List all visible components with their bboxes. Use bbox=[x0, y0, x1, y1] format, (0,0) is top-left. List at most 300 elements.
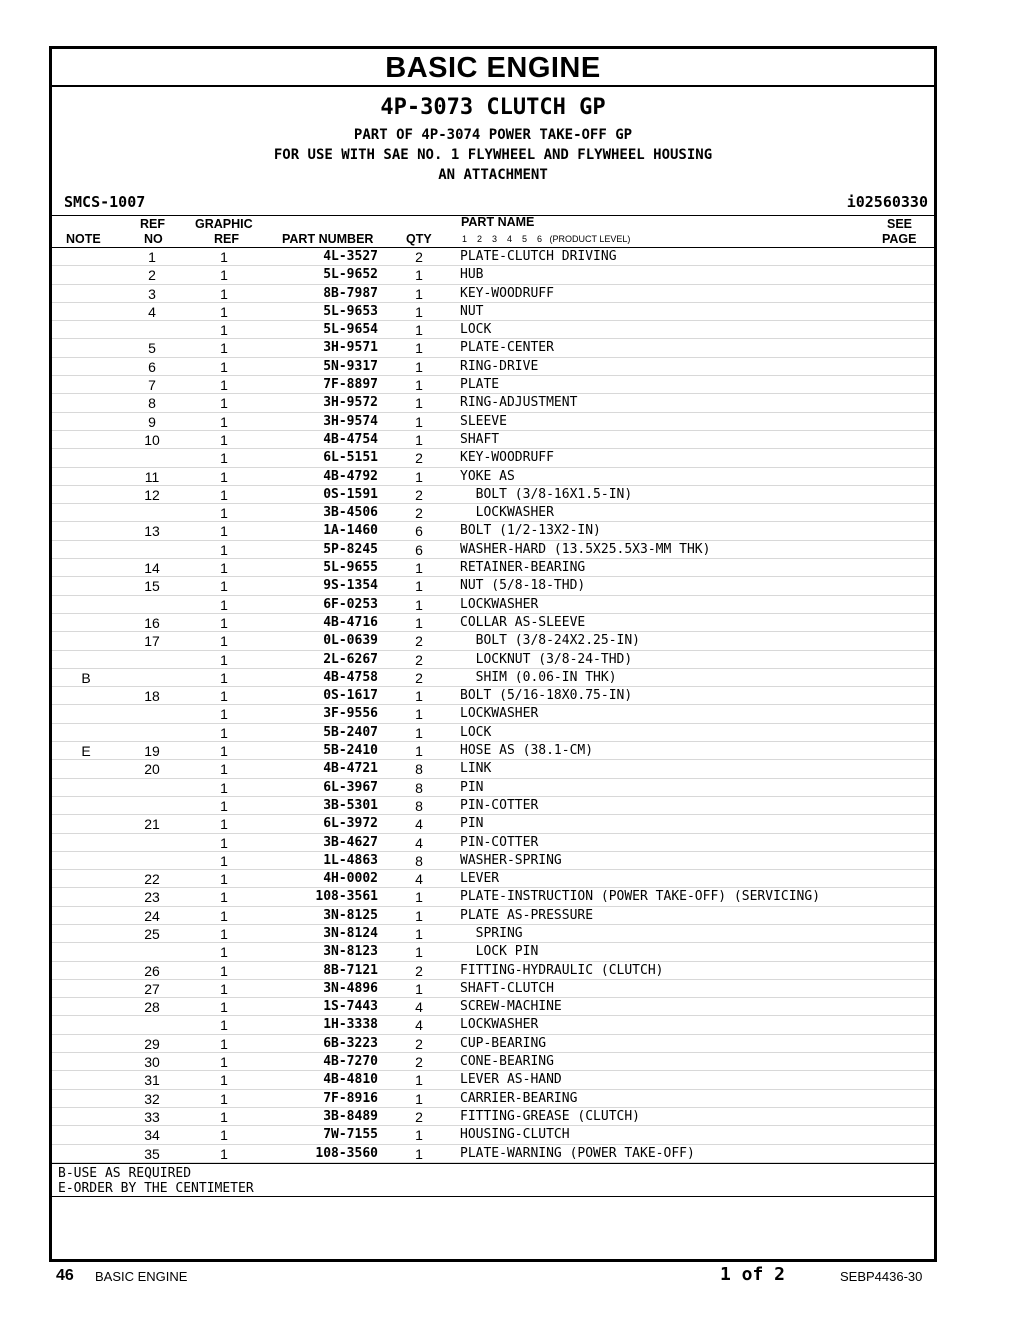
row-part-number: 7F-8897 bbox=[323, 377, 378, 393]
row-part-number: 1A-1460 bbox=[323, 523, 378, 539]
row-qty: 2 bbox=[415, 450, 423, 467]
row-graphic-ref: 1 bbox=[220, 395, 228, 412]
illustration-id: i02560330 bbox=[846, 193, 928, 211]
note-b: B-USE AS REQUIRED bbox=[58, 1165, 192, 1181]
row-qty: 4 bbox=[415, 1017, 423, 1034]
row-ref-no: 9 bbox=[148, 413, 156, 430]
row-graphic-ref: 1 bbox=[220, 816, 228, 833]
row-part-number: 8B-7121 bbox=[323, 962, 378, 978]
table-row bbox=[52, 577, 934, 595]
row-graphic-ref: 1 bbox=[220, 1072, 228, 1089]
table-row bbox=[52, 376, 934, 394]
row-graphic-ref: 1 bbox=[220, 688, 228, 705]
table-row bbox=[52, 1016, 934, 1034]
row-qty: 6 bbox=[415, 523, 423, 540]
table-row bbox=[52, 632, 934, 650]
page-number: 46 bbox=[56, 1267, 74, 1284]
row-graphic-ref: 1 bbox=[220, 651, 228, 668]
row-graphic-ref: 1 bbox=[220, 322, 228, 339]
row-graphic-ref: 1 bbox=[220, 431, 228, 448]
note-e: E-ORDER BY THE CENTIMETER bbox=[58, 1180, 254, 1196]
row-graphic-ref: 1 bbox=[220, 596, 228, 613]
row-qty: 1 bbox=[415, 889, 423, 906]
row-part-name: PLATE-CLUTCH DRIVING bbox=[460, 249, 617, 264]
row-graphic-ref: 1 bbox=[220, 1145, 228, 1162]
table-row bbox=[52, 468, 934, 486]
row-ref-no: 16 bbox=[144, 614, 160, 631]
row-part-number: 5P-8245 bbox=[323, 541, 378, 557]
row-graphic-ref: 1 bbox=[220, 962, 228, 979]
row-part-number: 4B-4810 bbox=[323, 1072, 378, 1088]
row-graphic-ref: 1 bbox=[220, 249, 228, 265]
row-part-name: PLATE-INSTRUCTION (POWER TAKE-OFF) (SERVICING) bbox=[460, 889, 821, 905]
table-row bbox=[52, 431, 934, 449]
row-part-name: BOLT (3/8-24X2.25-IN) bbox=[460, 633, 641, 649]
row-part-name: LOCKNUT (3/8-24-THD) bbox=[460, 651, 633, 667]
row-graphic-ref: 1 bbox=[220, 871, 228, 888]
row-graphic-ref: 1 bbox=[220, 743, 228, 760]
row-note: E bbox=[81, 743, 91, 760]
table-row bbox=[52, 651, 934, 669]
row-part-number: 6L-5151 bbox=[323, 450, 378, 466]
table-row bbox=[52, 1145, 934, 1163]
row-part-number: 3N-8124 bbox=[323, 925, 378, 941]
row-part-number: 3H-9571 bbox=[323, 340, 378, 356]
row-ref-no: 11 bbox=[144, 468, 160, 485]
row-part-name: CONE-BEARING bbox=[460, 1054, 554, 1070]
row-ref-no: 12 bbox=[144, 486, 160, 503]
row-part-number: 4B-4758 bbox=[323, 669, 378, 685]
row-qty: 1 bbox=[415, 706, 423, 723]
row-qty: 8 bbox=[415, 779, 423, 796]
table-row bbox=[52, 504, 934, 522]
col-note: NOTE bbox=[66, 232, 101, 246]
col-product-levels: 1 2 3 4 5 6 (PRODUCT LEVEL) bbox=[462, 234, 631, 244]
row-graphic-ref: 1 bbox=[220, 944, 228, 961]
row-qty: 1 bbox=[415, 285, 423, 302]
row-part-name: CARRIER-BEARING bbox=[460, 1090, 578, 1106]
row-part-number: 6F-0253 bbox=[323, 596, 378, 612]
row-graphic-ref: 1 bbox=[220, 852, 228, 869]
row-part-name: LINK bbox=[460, 761, 492, 777]
table-row bbox=[52, 339, 934, 357]
group-title: 4P-3073 CLUTCH GP bbox=[380, 95, 606, 120]
row-part-number: 108-3561 bbox=[315, 889, 378, 905]
group-subtitle-part-of: PART OF 4P-3074 POWER TAKE-OFF GP bbox=[353, 127, 633, 143]
row-ref-no: 25 bbox=[144, 925, 160, 942]
row-graphic-ref: 1 bbox=[220, 450, 228, 467]
row-graphic-ref: 1 bbox=[220, 267, 228, 284]
row-graphic-ref: 1 bbox=[220, 1054, 228, 1071]
col-graphic-top: GRAPHIC bbox=[195, 217, 253, 231]
table-row bbox=[52, 760, 934, 778]
row-part-name: YOKE AS bbox=[460, 468, 515, 484]
row-part-number: 0S-1617 bbox=[323, 688, 378, 704]
row-part-number: 4B-4754 bbox=[323, 431, 378, 447]
row-graphic-ref: 1 bbox=[220, 907, 228, 924]
table-row bbox=[52, 358, 934, 376]
row-part-number: 8B-7987 bbox=[323, 285, 378, 301]
col-see-bottom: PAGE bbox=[882, 232, 917, 246]
row-graphic-ref: 1 bbox=[220, 761, 228, 778]
row-part-name: PIN bbox=[460, 816, 484, 832]
row-part-number: 4B-4792 bbox=[323, 468, 378, 484]
row-part-name: LOCKWASHER bbox=[460, 596, 539, 612]
row-part-name: WASHER-HARD (13.5X25.5X3-MM THK) bbox=[460, 541, 711, 557]
table-row bbox=[52, 285, 934, 303]
row-part-number: 6L-3967 bbox=[323, 779, 378, 795]
row-graphic-ref: 1 bbox=[220, 340, 228, 357]
row-part-number: 3H-9572 bbox=[323, 395, 378, 411]
row-part-name: PLATE AS-PRESSURE bbox=[460, 907, 594, 923]
row-qty: 4 bbox=[415, 999, 423, 1016]
row-graphic-ref: 1 bbox=[220, 358, 228, 375]
row-ref-no: 35 bbox=[144, 1145, 160, 1162]
row-ref-no: 1 bbox=[148, 249, 156, 265]
row-qty: 1 bbox=[415, 925, 423, 942]
row-qty: 1 bbox=[415, 1072, 423, 1089]
row-ref-no: 31 bbox=[144, 1072, 160, 1089]
row-part-name: LOCKWASHER bbox=[460, 505, 554, 521]
table-row bbox=[52, 1108, 934, 1126]
row-qty: 1 bbox=[415, 431, 423, 448]
row-ref-no: 6 bbox=[148, 358, 156, 375]
row-ref-no: 15 bbox=[144, 578, 160, 595]
row-part-name: PIN-COTTER bbox=[460, 834, 539, 850]
row-qty: 2 bbox=[415, 1035, 423, 1052]
row-qty: 1 bbox=[415, 907, 423, 924]
row-graphic-ref: 1 bbox=[220, 505, 228, 522]
row-part-name: HUB bbox=[460, 267, 484, 283]
row-qty: 1 bbox=[415, 377, 423, 394]
row-part-number: 1S-7443 bbox=[323, 999, 378, 1015]
row-graphic-ref: 1 bbox=[220, 578, 228, 595]
parts-list bbox=[52, 248, 934, 1163]
row-qty: 2 bbox=[415, 486, 423, 503]
row-part-name: HOUSING-CLUTCH bbox=[460, 1127, 570, 1143]
row-part-number: 5L-9654 bbox=[323, 322, 378, 338]
row-ref-no: 17 bbox=[144, 633, 160, 650]
row-part-number: 1L-4863 bbox=[323, 852, 378, 868]
col-part-name: PART NAME bbox=[461, 215, 535, 229]
row-part-name: PLATE-WARNING (POWER TAKE-OFF) bbox=[460, 1145, 695, 1161]
row-qty: 1 bbox=[415, 468, 423, 485]
row-part-name: HOSE AS (38.1-CM) bbox=[460, 743, 594, 759]
row-part-name: WASHER-SPRING bbox=[460, 852, 562, 868]
table-row bbox=[52, 687, 934, 705]
row-qty: 1 bbox=[415, 724, 423, 741]
row-part-name: FITTING-HYDRAULIC (CLUTCH) bbox=[460, 962, 664, 978]
row-qty: 2 bbox=[415, 962, 423, 979]
table-row bbox=[52, 1035, 934, 1053]
row-qty: 8 bbox=[415, 797, 423, 814]
row-part-number: 3H-9574 bbox=[323, 413, 378, 429]
table-row bbox=[52, 1090, 934, 1108]
row-qty: 2 bbox=[415, 651, 423, 668]
table-row bbox=[52, 1126, 934, 1144]
row-qty: 2 bbox=[415, 1108, 423, 1125]
row-graphic-ref: 1 bbox=[220, 1127, 228, 1144]
table-row bbox=[52, 980, 934, 998]
row-graphic-ref: 1 bbox=[220, 669, 228, 686]
row-part-number: 5N-9317 bbox=[323, 358, 378, 374]
table-row bbox=[52, 852, 934, 870]
table-row bbox=[52, 925, 934, 943]
row-graphic-ref: 1 bbox=[220, 523, 228, 540]
row-qty: 1 bbox=[415, 578, 423, 595]
row-part-number: 4B-4721 bbox=[323, 761, 378, 777]
row-ref-no: 28 bbox=[144, 999, 160, 1016]
row-graphic-ref: 1 bbox=[220, 1108, 228, 1125]
row-part-name: LEVER AS-HAND bbox=[460, 1072, 562, 1088]
row-part-name: SHAFT bbox=[460, 431, 500, 447]
row-ref-no: 34 bbox=[144, 1127, 160, 1144]
table-row bbox=[52, 522, 934, 540]
col-graphic-bottom: REF bbox=[214, 232, 239, 246]
document-id: SEBP4436-30 bbox=[840, 1269, 923, 1284]
row-ref-no: 22 bbox=[144, 871, 160, 888]
row-qty: 4 bbox=[415, 816, 423, 833]
row-graphic-ref: 1 bbox=[220, 724, 228, 741]
table-row bbox=[52, 943, 934, 961]
footer-section: BASIC ENGINE bbox=[95, 1269, 188, 1284]
row-part-number: 4B-7270 bbox=[323, 1054, 378, 1070]
row-graphic-ref: 1 bbox=[220, 889, 228, 906]
row-graphic-ref: 1 bbox=[220, 285, 228, 302]
row-part-number: 5L-9652 bbox=[323, 267, 378, 283]
table-row bbox=[52, 998, 934, 1016]
row-part-number: 5L-9653 bbox=[323, 303, 378, 319]
row-part-name: LOCK bbox=[460, 322, 492, 338]
row-graphic-ref: 1 bbox=[220, 303, 228, 320]
row-part-name: PLATE bbox=[460, 377, 500, 393]
row-qty: 1 bbox=[415, 322, 423, 339]
row-part-number: 7F-8916 bbox=[323, 1090, 378, 1106]
row-graphic-ref: 1 bbox=[220, 486, 228, 503]
row-part-number: 3N-8125 bbox=[323, 907, 378, 923]
row-part-name: CUP-BEARING bbox=[460, 1035, 547, 1051]
row-qty: 8 bbox=[415, 761, 423, 778]
row-qty: 1 bbox=[415, 560, 423, 577]
row-part-name: LEVER bbox=[460, 871, 500, 887]
row-part-name: SCREW-MACHINE bbox=[460, 999, 562, 1015]
row-part-name: SHIM (0.06-IN THK) bbox=[460, 669, 617, 685]
row-graphic-ref: 1 bbox=[220, 541, 228, 558]
row-part-number: 3F-9556 bbox=[323, 706, 378, 722]
row-qty: 1 bbox=[415, 688, 423, 705]
row-qty: 1 bbox=[415, 1090, 423, 1107]
col-qty: QTY bbox=[406, 232, 432, 246]
row-graphic-ref: 1 bbox=[220, 779, 228, 796]
table-row bbox=[52, 614, 934, 632]
row-part-name: LOCKWASHER bbox=[460, 706, 539, 722]
row-qty: 1 bbox=[415, 267, 423, 284]
row-ref-no: 8 bbox=[148, 395, 156, 412]
row-part-number: 3B-8489 bbox=[323, 1108, 378, 1124]
row-ref-no: 21 bbox=[144, 816, 160, 833]
page-of: 1 of 2 bbox=[720, 1264, 786, 1285]
row-part-number: 6L-3972 bbox=[323, 816, 378, 832]
row-qty: 4 bbox=[415, 871, 423, 888]
table-row bbox=[52, 870, 934, 888]
group-subtitle-attachment: AN ATTACHMENT bbox=[438, 167, 548, 183]
row-part-number: 4B-4716 bbox=[323, 614, 378, 630]
row-part-name: RETAINER-BEARING bbox=[460, 560, 586, 576]
row-graphic-ref: 1 bbox=[220, 468, 228, 485]
row-graphic-ref: 1 bbox=[220, 980, 228, 997]
row-qty: 1 bbox=[415, 596, 423, 613]
notes-block bbox=[52, 1163, 934, 1197]
row-part-name: KEY-WOODRUFF bbox=[460, 285, 554, 301]
row-graphic-ref: 1 bbox=[220, 614, 228, 631]
row-part-number: 0S-1591 bbox=[323, 486, 378, 502]
row-part-name: SPRING bbox=[460, 925, 523, 941]
row-graphic-ref: 1 bbox=[220, 999, 228, 1016]
row-part-name: FITTING-GREASE (CLUTCH) bbox=[460, 1108, 641, 1124]
smcs-code: SMCS-1007 bbox=[64, 193, 146, 211]
table-row bbox=[52, 1053, 934, 1071]
row-ref-no: 23 bbox=[144, 889, 160, 906]
row-part-name: NUT (5/8-18-THD) bbox=[460, 578, 586, 594]
table-row bbox=[52, 266, 934, 284]
row-graphic-ref: 1 bbox=[220, 560, 228, 577]
row-part-number: 0L-0639 bbox=[323, 633, 378, 649]
row-ref-no: 18 bbox=[144, 688, 160, 705]
table-row bbox=[52, 541, 934, 559]
row-qty: 4 bbox=[415, 834, 423, 851]
table-row bbox=[52, 705, 934, 723]
row-part-number: 6B-3223 bbox=[323, 1035, 378, 1051]
row-ref-no: 7 bbox=[148, 377, 156, 394]
row-graphic-ref: 1 bbox=[220, 925, 228, 942]
table-row bbox=[52, 303, 934, 321]
table-row bbox=[52, 779, 934, 797]
row-part-number: 2L-6267 bbox=[323, 651, 378, 667]
row-ref-no: 32 bbox=[144, 1090, 160, 1107]
row-qty: 1 bbox=[415, 358, 423, 375]
row-part-number: 4L-3527 bbox=[323, 249, 378, 264]
row-part-name: PIN bbox=[460, 779, 484, 795]
row-part-name: BOLT (3/8-16X1.5-IN) bbox=[460, 486, 633, 502]
group-subtitle-use-with: FOR USE WITH SAE NO. 1 FLYWHEEL AND FLYWHEEL HOUSING bbox=[273, 147, 713, 163]
row-ref-no: 3 bbox=[148, 285, 156, 302]
table-row bbox=[52, 907, 934, 925]
row-part-number: 5B-2407 bbox=[323, 724, 378, 740]
row-graphic-ref: 1 bbox=[220, 706, 228, 723]
row-part-number: 3N-4896 bbox=[323, 980, 378, 996]
row-qty: 8 bbox=[415, 852, 423, 869]
row-ref-no: 2 bbox=[148, 267, 156, 284]
row-part-number: 1H-3338 bbox=[323, 1017, 378, 1033]
group-header bbox=[52, 87, 934, 216]
row-part-name: LOCK PIN bbox=[460, 944, 539, 960]
row-ref-no: 10 bbox=[144, 431, 160, 448]
row-qty: 1 bbox=[415, 340, 423, 357]
row-qty: 1 bbox=[415, 395, 423, 412]
column-header-row bbox=[52, 216, 934, 248]
table-row bbox=[52, 394, 934, 412]
row-ref-no: 26 bbox=[144, 962, 160, 979]
row-part-name: SLEEVE bbox=[460, 413, 507, 429]
row-part-number: 9S-1354 bbox=[323, 578, 378, 594]
table-row bbox=[52, 724, 934, 742]
table-row bbox=[52, 596, 934, 614]
row-part-name: NUT bbox=[460, 303, 484, 319]
table-row bbox=[52, 248, 934, 266]
row-part-name: RING-ADJUSTMENT bbox=[460, 395, 578, 411]
table-row bbox=[52, 559, 934, 577]
col-part-number: PART NUMBER bbox=[282, 232, 374, 246]
row-part-name: LOCKWASHER bbox=[460, 1017, 539, 1033]
row-part-name: SHAFT-CLUTCH bbox=[460, 980, 554, 996]
table-row bbox=[52, 669, 934, 687]
row-part-name: RING-DRIVE bbox=[460, 358, 539, 374]
row-ref-no: 5 bbox=[148, 340, 156, 357]
page-footer bbox=[0, 1262, 1020, 1292]
row-graphic-ref: 1 bbox=[220, 1090, 228, 1107]
row-part-name: PIN-COTTER bbox=[460, 797, 539, 813]
col-see-top: SEE bbox=[887, 217, 913, 231]
row-qty: 1 bbox=[415, 614, 423, 631]
col-ref-bottom: NO bbox=[144, 232, 163, 246]
row-qty: 2 bbox=[415, 1054, 423, 1071]
row-ref-no: 27 bbox=[144, 980, 160, 997]
row-qty: 1 bbox=[415, 413, 423, 430]
row-qty: 1 bbox=[415, 303, 423, 320]
table-row bbox=[52, 815, 934, 833]
table-row bbox=[52, 321, 934, 339]
row-part-name: KEY-WOODRUFF bbox=[460, 450, 554, 466]
row-part-number: 108-3560 bbox=[315, 1145, 378, 1161]
row-ref-no: 14 bbox=[144, 560, 160, 577]
row-part-name: LOCK bbox=[460, 724, 492, 740]
row-qty: 2 bbox=[415, 669, 423, 686]
row-qty: 1 bbox=[415, 1127, 423, 1144]
row-part-number: 3B-4627 bbox=[323, 834, 378, 850]
table-row bbox=[52, 742, 934, 760]
table-row bbox=[52, 449, 934, 467]
row-ref-no: 29 bbox=[144, 1035, 160, 1052]
row-part-number: 5L-9655 bbox=[323, 560, 378, 576]
table-row bbox=[52, 486, 934, 504]
row-ref-no: 33 bbox=[144, 1108, 160, 1125]
row-ref-no: 24 bbox=[144, 907, 160, 924]
row-qty: 2 bbox=[415, 249, 423, 265]
section-title: BASIC ENGINE bbox=[52, 49, 934, 87]
parts-page-frame bbox=[49, 46, 937, 1262]
row-qty: 2 bbox=[415, 633, 423, 650]
row-qty: 2 bbox=[415, 505, 423, 522]
row-ref-no: 13 bbox=[144, 523, 160, 540]
row-ref-no: 30 bbox=[144, 1054, 160, 1071]
col-ref-top: REF bbox=[140, 217, 165, 231]
table-row bbox=[52, 797, 934, 815]
row-qty: 1 bbox=[415, 1145, 423, 1162]
row-part-name: PLATE-CENTER bbox=[460, 340, 554, 356]
row-part-name: BOLT (1/2-13X2-IN) bbox=[460, 523, 601, 539]
row-graphic-ref: 1 bbox=[220, 377, 228, 394]
row-part-name: COLLAR AS-SLEEVE bbox=[460, 614, 586, 630]
row-ref-no: 20 bbox=[144, 761, 160, 778]
row-part-number: 3B-5301 bbox=[323, 797, 378, 813]
row-qty: 6 bbox=[415, 541, 423, 558]
row-part-name: BOLT (5/16-18X0.75-IN) bbox=[460, 688, 633, 704]
table-row bbox=[52, 413, 934, 431]
row-graphic-ref: 1 bbox=[220, 633, 228, 650]
row-note: B bbox=[81, 669, 91, 686]
row-qty: 1 bbox=[415, 944, 423, 961]
table-row bbox=[52, 1071, 934, 1089]
